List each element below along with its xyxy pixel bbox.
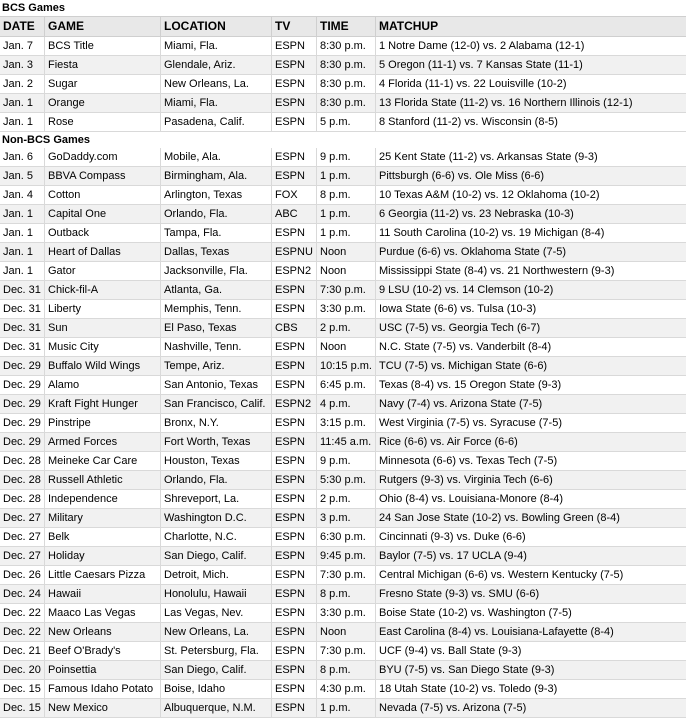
cell-time: 8:30 p.m. <box>317 94 376 112</box>
cell-location: St. Petersburg, Fla. <box>161 642 272 660</box>
cell-tv: ESPN <box>272 433 317 451</box>
cell-game: GoDaddy.com <box>45 148 161 166</box>
cell-game: Kraft Fight Hunger <box>45 395 161 413</box>
cell-time: 4 p.m. <box>317 395 376 413</box>
cell-matchup: West Virginia (7-5) vs. Syracuse (7-5) <box>379 417 562 429</box>
cell-location: Dallas, Texas <box>161 243 272 261</box>
cell-time: 3:15 p.m. <box>317 414 376 432</box>
cell-location: Charlotte, N.C. <box>161 528 272 546</box>
cell-time: 8 p.m. <box>317 661 376 679</box>
cell-time: 8 p.m. <box>317 585 376 603</box>
header-game: GAME <box>45 17 161 36</box>
cell-game: Russell Athletic <box>45 471 161 489</box>
table-row <box>0 699 686 718</box>
cell-time: 9 p.m. <box>317 148 376 166</box>
cell-matchup: 5 Oregon (11-1) vs. 7 Kansas State (11-1) <box>379 59 583 71</box>
table-row <box>0 94 686 113</box>
cell-location: Boise, Idaho <box>161 680 272 698</box>
cell-time: 5 p.m. <box>317 113 376 131</box>
table-row <box>0 37 686 56</box>
cell-date: Dec. 15 <box>0 680 45 698</box>
table-row <box>0 452 686 471</box>
cell-matchup: Pittsburgh (6-6) vs. Ole Miss (6-6) <box>379 170 545 182</box>
section-title: BCS Games <box>0 0 686 16</box>
cell-tv: ESPN <box>272 566 317 584</box>
cell-location: Las Vegas, Nev. <box>161 604 272 622</box>
cell-date: Jan. 6 <box>0 148 45 166</box>
cell-time: 1 p.m. <box>317 205 376 223</box>
cell-game: Little Caesars Pizza <box>45 566 161 584</box>
cell-tv: ESPN <box>272 281 317 299</box>
cell-game: Beef O'Brady's <box>45 642 161 660</box>
cell-location: Tampa, Fla. <box>161 224 272 242</box>
cell-time: 1 p.m. <box>317 224 376 242</box>
cell-time: 7:30 p.m. <box>317 281 376 299</box>
section-title: Non-BCS Games <box>0 132 686 148</box>
cell-matchup: Rutgers (9-3) vs. Virginia Tech (6-6) <box>379 474 553 486</box>
cell-time: 4:30 p.m. <box>317 680 376 698</box>
cell-tv: ESPNU <box>272 243 317 261</box>
cell-date: Dec. 31 <box>0 338 45 356</box>
cell-location: Shreveport, La. <box>161 490 272 508</box>
cell-location: San Diego, Calif. <box>161 661 272 679</box>
cell-date: Jan. 7 <box>0 37 45 55</box>
cell-tv: ESPN <box>272 167 317 185</box>
table-row <box>0 186 686 205</box>
cell-date: Dec. 20 <box>0 661 45 679</box>
table-row <box>0 528 686 547</box>
cell-matchup: Texas (8-4) vs. 15 Oregon State (9-3) <box>379 379 562 391</box>
cell-date: Dec. 29 <box>0 357 45 375</box>
cell-matchup: Fresno State (9-3) vs. SMU (6-6) <box>379 588 540 600</box>
header-matchup: MATCHUP <box>379 19 439 33</box>
cell-game: BCS Title <box>45 37 161 55</box>
table-row <box>0 566 686 585</box>
cell-tv: ESPN <box>272 94 317 112</box>
cell-matchup: Nevada (7-5) vs. Arizona (7-5) <box>379 702 527 714</box>
cell-date: Jan. 1 <box>0 243 45 261</box>
cell-tv: ESPN <box>272 661 317 679</box>
header-date: DATE <box>0 17 45 36</box>
cell-date: Jan. 4 <box>0 186 45 204</box>
cell-time: 9:45 p.m. <box>317 547 376 565</box>
table-row <box>0 661 686 680</box>
cell-matchup: 6 Georgia (11-2) vs. 23 Nebraska (10-3) <box>379 208 574 220</box>
table-row <box>0 623 686 642</box>
cell-tv: ESPN <box>272 452 317 470</box>
cell-game: Famous Idaho Potato <box>45 680 161 698</box>
cell-game: Poinsettia <box>45 661 161 679</box>
table-row <box>0 113 686 132</box>
cell-tv: ESPN <box>272 490 317 508</box>
cell-time: 7:30 p.m. <box>317 642 376 660</box>
cell-time: Noon <box>317 338 376 356</box>
cell-date: Dec. 26 <box>0 566 45 584</box>
cell-game: Military <box>45 509 161 527</box>
table-row <box>0 167 686 186</box>
cell-tv: ESPN <box>272 113 317 131</box>
cell-date: Dec. 28 <box>0 490 45 508</box>
cell-game: Orange <box>45 94 161 112</box>
cell-matchup: 10 Texas A&M (10-2) vs. 12 Oklahoma (10-2) <box>379 189 600 201</box>
cell-matchup: USC (7-5) vs. Georgia Tech (6-7) <box>379 322 541 334</box>
cell-tv: ESPN <box>272 642 317 660</box>
cell-date: Dec. 24 <box>0 585 45 603</box>
cell-time: 11:45 a.m. <box>317 433 376 451</box>
table-row <box>0 56 686 75</box>
cell-tv: ABC <box>272 205 317 223</box>
cell-game: Chick-fil-A <box>45 281 161 299</box>
cell-time: 3:30 p.m. <box>317 300 376 318</box>
cell-tv: ESPN <box>272 680 317 698</box>
cell-tv: ESPN <box>272 414 317 432</box>
cell-time: 8:30 p.m. <box>317 75 376 93</box>
cell-game: Fiesta <box>45 56 161 74</box>
table-row <box>0 376 686 395</box>
cell-tv: ESPN <box>272 338 317 356</box>
table-row <box>0 205 686 224</box>
cell-game: Buffalo Wild Wings <box>45 357 161 375</box>
cell-matchup: TCU (7-5) vs. Michigan State (6-6) <box>379 360 548 372</box>
table-row <box>0 75 686 94</box>
cell-date: Dec. 29 <box>0 376 45 394</box>
table-row <box>0 604 686 623</box>
cell-game: Liberty <box>45 300 161 318</box>
cell-location: Honolulu, Hawaii <box>161 585 272 603</box>
cell-time: 6:30 p.m. <box>317 528 376 546</box>
cell-location: San Francisco, Calif. <box>161 395 272 413</box>
cell-game: Sugar <box>45 75 161 93</box>
cell-location: Orlando, Fla. <box>161 471 272 489</box>
cell-tv: ESPN <box>272 623 317 641</box>
cell-matchup: Boise State (10-2) vs. Washington (7-5) <box>379 607 572 619</box>
table-row <box>0 547 686 566</box>
cell-date: Jan. 1 <box>0 113 45 131</box>
cell-game: Sun <box>45 319 161 337</box>
cell-matchup: Baylor (7-5) vs. 17 UCLA (9-4) <box>379 550 527 562</box>
cell-game: Maaco Las Vegas <box>45 604 161 622</box>
cell-location: Detroit, Mich. <box>161 566 272 584</box>
cell-location: Jacksonville, Fla. <box>161 262 272 280</box>
cell-location: Birmingham, Ala. <box>161 167 272 185</box>
cell-location: New Orleans, La. <box>161 623 272 641</box>
cell-date: Jan. 1 <box>0 205 45 223</box>
table-row <box>0 338 686 357</box>
cell-location: Atlanta, Ga. <box>161 281 272 299</box>
cell-date: Jan. 2 <box>0 75 45 93</box>
cell-location: San Diego, Calif. <box>161 547 272 565</box>
cell-date: Jan. 3 <box>0 56 45 74</box>
table-row <box>0 224 686 243</box>
cell-tv: ESPN <box>272 528 317 546</box>
cell-matchup: UCF (9-4) vs. Ball State (9-3) <box>379 645 522 657</box>
cell-matchup: Iowa State (6-6) vs. Tulsa (10-3) <box>379 303 537 315</box>
cell-matchup: Cincinnati (9-3) vs. Duke (6-6) <box>379 531 526 543</box>
cell-location: Memphis, Tenn. <box>161 300 272 318</box>
cell-tv: ESPN2 <box>272 395 317 413</box>
cell-location: Bronx, N.Y. <box>161 414 272 432</box>
cell-matchup: Central Michigan (6-6) vs. Western Kentucky (7-5) <box>379 569 624 581</box>
cell-date: Dec. 22 <box>0 604 45 622</box>
cell-date: Dec. 15 <box>0 699 45 717</box>
cell-date: Jan. 1 <box>0 94 45 112</box>
cell-date: Dec. 22 <box>0 623 45 641</box>
cell-game: Capital One <box>45 205 161 223</box>
cell-time: 8:30 p.m. <box>317 56 376 74</box>
cell-tv: ESPN <box>272 357 317 375</box>
cell-date: Dec. 27 <box>0 528 45 546</box>
cell-location: Tempe, Ariz. <box>161 357 272 375</box>
cell-time: 6:45 p.m. <box>317 376 376 394</box>
cell-game: Armed Forces <box>45 433 161 451</box>
cell-time: 7:30 p.m. <box>317 566 376 584</box>
cell-location: Nashville, Tenn. <box>161 338 272 356</box>
cell-matchup: 13 Florida State (11-2) vs. 16 Northern Illinois (12-1) <box>379 97 633 109</box>
table-row <box>0 585 686 604</box>
table-row <box>0 300 686 319</box>
cell-game: Music City <box>45 338 161 356</box>
table-row <box>0 471 686 490</box>
cell-time: 8:30 p.m. <box>317 37 376 55</box>
cell-tv: ESPN <box>272 509 317 527</box>
table-row <box>0 680 686 699</box>
cell-matchup: Ohio (8-4) vs. Louisiana-Monore (8-4) <box>379 493 564 505</box>
cell-tv: ESPN <box>272 471 317 489</box>
cell-location: San Antonio, Texas <box>161 376 272 394</box>
table-row <box>0 262 686 281</box>
cell-date: Jan. 5 <box>0 167 45 185</box>
cell-time: 3:30 p.m. <box>317 604 376 622</box>
header-tv: TV <box>272 17 317 36</box>
cell-location: Glendale, Ariz. <box>161 56 272 74</box>
cell-matchup: Navy (7-4) vs. Arizona State (7-5) <box>379 398 543 410</box>
cell-location: Houston, Texas <box>161 452 272 470</box>
cell-game: New Mexico <box>45 699 161 717</box>
cell-tv: ESPN <box>272 604 317 622</box>
cell-tv: ESPN <box>272 547 317 565</box>
cell-matchup: 24 San Jose State (10-2) vs. Bowling Green (8-4) <box>379 512 620 524</box>
cell-matchup: 18 Utah State (10-2) vs. Toledo (9-3) <box>379 683 558 695</box>
table-row <box>0 509 686 528</box>
cell-date: Dec. 28 <box>0 471 45 489</box>
cell-matchup: 4 Florida (11-1) vs. 22 Louisville (10-2) <box>379 78 567 90</box>
cell-tv: ESPN <box>272 376 317 394</box>
cell-date: Dec. 29 <box>0 414 45 432</box>
cell-tv: ESPN <box>272 75 317 93</box>
cell-location: Mobile, Ala. <box>161 148 272 166</box>
cell-time: 2 p.m. <box>317 490 376 508</box>
cell-game: Belk <box>45 528 161 546</box>
table-row <box>0 395 686 414</box>
cell-matchup: 9 LSU (10-2) vs. 14 Clemson (10-2) <box>379 284 554 296</box>
cell-game: BBVA Compass <box>45 167 161 185</box>
cell-date: Dec. 21 <box>0 642 45 660</box>
cell-time: 5:30 p.m. <box>317 471 376 489</box>
cell-date: Dec. 27 <box>0 509 45 527</box>
cell-time: 1 p.m. <box>317 699 376 717</box>
cell-date: Jan. 1 <box>0 262 45 280</box>
cell-date: Dec. 31 <box>0 300 45 318</box>
cell-location: Albuquerque, N.M. <box>161 699 272 717</box>
cell-tv: ESPN <box>272 148 317 166</box>
cell-tv: ESPN <box>272 585 317 603</box>
cell-matchup: BYU (7-5) vs. San Diego State (9-3) <box>379 664 555 676</box>
cell-tv: ESPN2 <box>272 262 317 280</box>
table-row <box>0 357 686 376</box>
cell-matchup: 25 Kent State (11-2) vs. Arkansas State (9-3) <box>379 151 598 163</box>
cell-game: Heart of Dallas <box>45 243 161 261</box>
cell-time: 8 p.m. <box>317 186 376 204</box>
cell-date: Dec. 31 <box>0 319 45 337</box>
cell-date: Dec. 31 <box>0 281 45 299</box>
table-row <box>0 281 686 300</box>
cell-game: Alamo <box>45 376 161 394</box>
cell-tv: ESPN <box>272 699 317 717</box>
bcs-rows <box>0 37 686 132</box>
cell-time: 2 p.m. <box>317 319 376 337</box>
cell-date: Dec. 29 <box>0 433 45 451</box>
cell-time: 1 p.m. <box>317 167 376 185</box>
section-non-bcs <box>0 132 686 718</box>
cell-game: Hawaii <box>45 585 161 603</box>
table-row <box>0 490 686 509</box>
cell-game: Independence <box>45 490 161 508</box>
cell-matchup: N.C. State (7-5) vs. Vanderbilt (8-4) <box>379 341 552 353</box>
cell-matchup: 8 Stanford (11-2) vs. Wisconsin (8-5) <box>379 116 558 128</box>
cell-tv: CBS <box>272 319 317 337</box>
cell-matchup: Rice (6-6) vs. Air Force (6-6) <box>379 436 518 448</box>
cell-location: Washington D.C. <box>161 509 272 527</box>
header-time: TIME <box>317 17 376 36</box>
cell-matchup: Mississippi State (8-4) vs. 21 Northwestern (9-3) <box>379 265 615 277</box>
cell-tv: ESPN <box>272 56 317 74</box>
cell-game: Holiday <box>45 547 161 565</box>
cell-location: New Orleans, La. <box>161 75 272 93</box>
cell-tv: ESPN <box>272 37 317 55</box>
cell-game: Gator <box>45 262 161 280</box>
cell-game: Rose <box>45 113 161 131</box>
cell-game: Pinstripe <box>45 414 161 432</box>
cell-location: Arlington, Texas <box>161 186 272 204</box>
table-row <box>0 148 686 167</box>
cell-date: Jan. 1 <box>0 224 45 242</box>
cell-matchup: 11 South Carolina (10-2) vs. 19 Michigan (8-4) <box>379 227 605 239</box>
non-bcs-rows <box>0 148 686 718</box>
cell-time: Noon <box>317 262 376 280</box>
cell-matchup: Minnesota (6-6) vs. Texas Tech (7-5) <box>379 455 558 467</box>
table-row <box>0 319 686 338</box>
cell-location: El Paso, Texas <box>161 319 272 337</box>
cell-matchup: East Carolina (8-4) vs. Louisiana-Lafayette (8-4) <box>379 626 614 638</box>
cell-game: New Orleans <box>45 623 161 641</box>
table-row <box>0 243 686 262</box>
header-location: LOCATION <box>161 17 272 36</box>
table-row <box>0 642 686 661</box>
cell-location: Fort Worth, Texas <box>161 433 272 451</box>
cell-time: 9 p.m. <box>317 452 376 470</box>
cell-matchup: Purdue (6-6) vs. Oklahoma State (7-5) <box>379 246 567 258</box>
cell-game: Meineke Car Care <box>45 452 161 470</box>
cell-tv: ESPN <box>272 300 317 318</box>
cell-location: Miami, Fla. <box>161 37 272 55</box>
cell-date: Dec. 27 <box>0 547 45 565</box>
cell-location: Miami, Fla. <box>161 94 272 112</box>
table-row <box>0 414 686 433</box>
cell-date: Dec. 29 <box>0 395 45 413</box>
cell-date: Dec. 28 <box>0 452 45 470</box>
cell-matchup: 1 Notre Dame (12-0) vs. 2 Alabama (12-1) <box>379 40 585 52</box>
cell-time: Noon <box>317 243 376 261</box>
cell-time: 3 p.m. <box>317 509 376 527</box>
cell-location: Orlando, Fla. <box>161 205 272 223</box>
cell-game: Cotton <box>45 186 161 204</box>
cell-game: Outback <box>45 224 161 242</box>
column-header-row <box>0 16 686 37</box>
cell-time: Noon <box>317 623 376 641</box>
cell-location: Pasadena, Calif. <box>161 113 272 131</box>
cell-tv: FOX <box>272 186 317 204</box>
section-bcs <box>0 0 686 132</box>
cell-time: 10:15 p.m. <box>317 357 376 375</box>
cell-tv: ESPN <box>272 224 317 242</box>
table-row <box>0 433 686 452</box>
